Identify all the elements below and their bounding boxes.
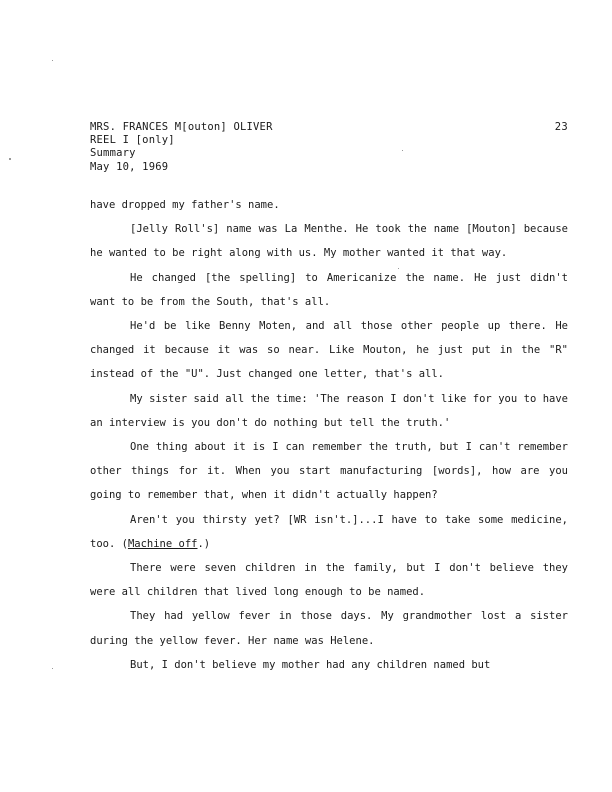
paragraph: [Jelly Roll's] name was La Menthe. He took the name [Mouton] because he wanted to be right along with us. My mother wanted it that way.: [90, 223, 568, 260]
paragraph: [90, 508, 568, 556]
interviewee-name: MRS. FRANCES M[outon] OLIVER: [90, 121, 273, 133]
scan-speck: [52, 60, 53, 61]
machine-off-note: Machine off: [127, 537, 198, 550]
paragraph: They had yellow fever in those days. My grandmother lost a sister during the yellow fever. Her name was Helene.: [90, 610, 568, 647]
paragraph-text: Aren't you thirsty yet? [WR isn't.]...I have to take some medicine, too. (: [90, 513, 568, 550]
paragraph: One thing about it is I can remember the truth, but I can't remember other things for it. When you start manufacturing [words], how are you going to remember that, when it didn't actually happen?: [90, 441, 568, 502]
reel-label: REEL I [only]: [90, 134, 175, 147]
scan-speck: [52, 668, 53, 669]
document-header: [90, 121, 580, 174]
page-number: 23: [554, 121, 568, 133]
scan-speck: [402, 150, 403, 151]
paragraph: There were seven children in the family, but I don't believe they were all children that lived long enough to be named.: [90, 562, 568, 599]
paragraph: He'd be like Benny Moten, and all those other people up there. He changed it because it was so near. Like Mouton, he just put in the "R" instead of the "U". Just changed one letter, that's all.: [90, 320, 568, 381]
paragraph: My sister said all the time: 'The reason I don't like for you to have an interview is you don't do nothing but tell the truth.': [90, 392, 568, 429]
document-type: Summary: [90, 147, 136, 160]
paragraph: have dropped my father's name.: [90, 199, 280, 211]
paragraph: But, I don't believe my mother had any children named but: [130, 658, 491, 671]
paragraph-text: .): [197, 537, 211, 550]
paragraph: He changed [the spelling] to Americanize the name. He just didn't want to be from the South, that's all.: [90, 271, 568, 308]
transcript-body: [90, 193, 568, 677]
scan-speck: [9, 158, 11, 160]
interview-date: May 10, 1969: [90, 160, 169, 173]
scan-speck: [398, 268, 399, 269]
